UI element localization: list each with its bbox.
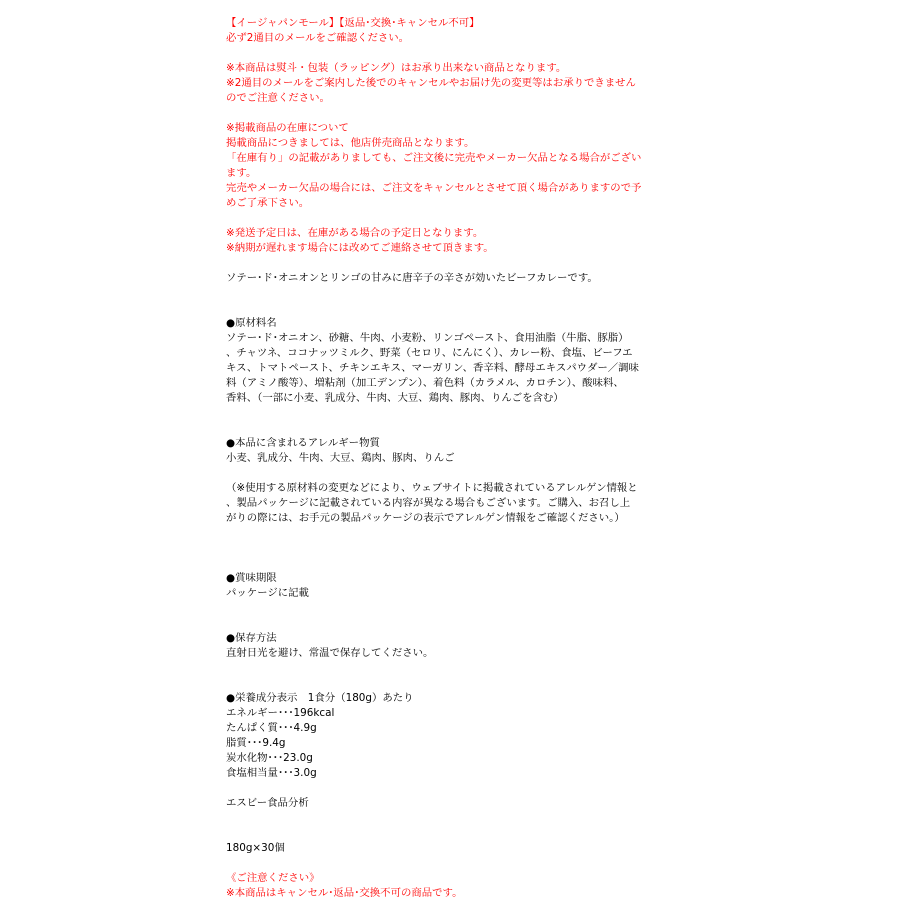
allergens-note: 、製品パッケージに記載されている内容が異なる場合もございます。ご購入、お召し上 xyxy=(226,497,631,509)
ingredients-line: キス、トマトペースト、チキンエキス、マーガリン、香辛料、酵母エキスパウダー／調味 xyxy=(226,362,639,374)
stock-notice-line: ます。 xyxy=(226,167,257,179)
ingredients-line: 、チャツネ、ココナッツミルク、野菜（セロリ、にんにく）、カレー粉、食塩、ビーフエ xyxy=(226,347,633,359)
nutrition-energy: エネルギー･･･196kcal xyxy=(226,707,335,719)
best-before-heading: ●賞味期限 xyxy=(226,572,277,584)
product-description-text: ソテー･ド･オニオンとリンゴの甘みに唐辛子の辛さが効いたビーフカレーです。 xyxy=(226,272,598,284)
delay-notice: ※納期が遅れます場合には改めてご連絡させて頂きます。 xyxy=(226,242,494,254)
shipping-notice: ※発送予定日は、在庫がある場合の予定日となります。 xyxy=(226,227,484,239)
footer-notice-title: 《ご注意ください》 xyxy=(226,872,320,884)
wrapping-notice: ※本商品は熨斗・包装（ラッピング）はお承り出来ない商品となります。 xyxy=(226,62,567,74)
nutrition-analysis: エスビー食品分析 xyxy=(226,797,309,809)
nutrition-fat: 脂質･･･9.4g xyxy=(226,737,286,749)
nutrition-salt: 食塩相当量･･･3.0g xyxy=(226,767,317,779)
allergens-heading: ●本品に含まれるアレルギー物質 xyxy=(226,437,380,449)
ingredients-line: 香料、（一部に小麦、乳成分、牛肉、大豆、鶏肉、豚肉、りんごを含む） xyxy=(226,392,564,404)
ingredients-line: 料（アミノ酸等）、増粘剤（加工デンプン）、着色料（カラメル、カロチン）、酸味料、 xyxy=(226,377,624,389)
footer-notice: ※本商品はキャンセル･返品･交換不可の商品です。 xyxy=(226,887,463,899)
shop-notice-title: 【イージャパンモール】【返品･交換･キャンセル不可】 xyxy=(226,17,480,29)
allergens-note: がりの際には、お手元の製品パッケージの表示でアレルゲン情報をご確認ください。） xyxy=(226,512,625,524)
ingredients-line: ソテー･ド･オニオン、砂糖、牛肉、小麦粉、リンゴペースト、食用油脂（牛脂、豚脂） xyxy=(226,332,629,344)
nutrition-heading: ●栄養成分表示 1食分（180g）あたり xyxy=(226,692,414,704)
stock-notice-line: 掲載商品につきましては、他店併売商品となります。 xyxy=(226,137,475,149)
allergens-list: 小麦、乳成分、牛肉、大豆、鶏肉、豚肉、りんご xyxy=(226,452,455,464)
product-description xyxy=(226,16,656,901)
storage-text: 直射日光を避け、常温で保存してください。 xyxy=(226,647,434,659)
allergens-note: （※使用する原材料の変更などにより、ウェブサイトに掲載されているアレルゲン情報と xyxy=(226,482,638,494)
cancel-notice-cont: のでご注意ください。 xyxy=(226,92,330,104)
stock-notice-line: 「在庫有り」の記載がありましても、ご注文後に完売やメーカー欠品となる場合がござい xyxy=(226,152,642,164)
cancel-notice: ※2通目のメールをご案内した後でのキャンセルやお届け先の変更等はお承りできません xyxy=(226,77,636,89)
quantity-text: 180g×30個 xyxy=(226,842,285,854)
ingredients-heading: ●原材料名 xyxy=(226,317,277,329)
email-notice: 必ず2通目のメールをご確認ください。 xyxy=(226,32,410,44)
nutrition-protein: たんぱく質･･･4.9g xyxy=(226,722,317,734)
nutrition-carbs: 炭水化物･･･23.0g xyxy=(226,752,313,764)
stock-notice-line: めご了承下さい。 xyxy=(226,197,310,209)
best-before-text: パッケージに記載 xyxy=(226,587,309,599)
stock-notice-line: 完売やメーカー欠品の場合には、ご注文をキャンセルとさせて頂く場合がありますので予 xyxy=(226,182,642,194)
stock-notice-title: ※掲載商品の在庫について xyxy=(226,122,349,134)
storage-heading: ●保存方法 xyxy=(226,632,277,644)
